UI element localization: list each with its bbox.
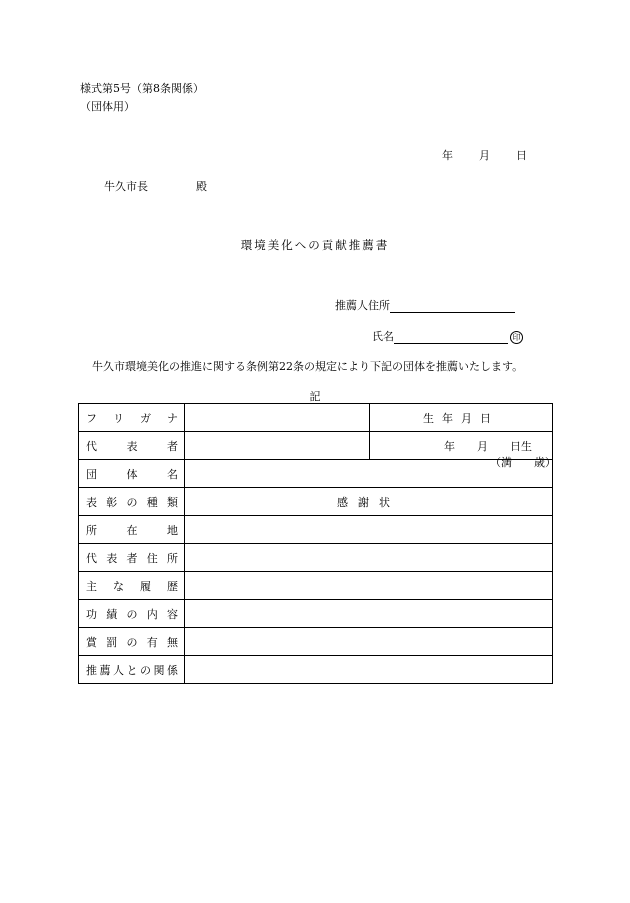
row-label-char: 主 <box>86 579 97 593</box>
row-label <box>79 656 185 684</box>
table-row <box>79 600 553 628</box>
row-label-char: 無 <box>167 635 178 649</box>
row-label-char: 者 <box>126 551 138 565</box>
recommendation-table <box>78 403 556 684</box>
birthdate-line2: （満 歳） <box>490 456 556 469</box>
furigana-label-char: リ <box>113 411 124 425</box>
row-label <box>79 516 185 544</box>
row-label <box>79 628 185 656</box>
row-label-char: 在 <box>126 523 138 537</box>
row-value[interactable] <box>185 516 553 544</box>
form-number: 様式第5号（第8条関係） <box>80 82 204 95</box>
row-label-char: の <box>126 495 138 509</box>
date-day: 日 <box>516 149 527 162</box>
row-label-char: 所 <box>167 551 178 565</box>
table-row <box>79 656 553 684</box>
row-label-char: な <box>113 579 124 593</box>
date-month: 月 <box>479 149 490 162</box>
row-label-char: 住 <box>146 551 158 565</box>
recommender-name-label: 氏名 <box>372 330 394 343</box>
row-label <box>79 572 185 600</box>
recommender-name <box>372 328 523 344</box>
row-label-char: 功 <box>86 607 97 621</box>
seal-mark: 印 <box>510 331 523 344</box>
row-label <box>79 488 185 516</box>
recommender-address-label: 推薦人住所 <box>335 299 390 312</box>
table-row <box>79 544 553 572</box>
row-label-char: 名 <box>167 467 178 481</box>
row-label <box>79 460 185 488</box>
furigana-field[interactable] <box>185 404 370 432</box>
furigana-label-char: フ <box>86 411 97 425</box>
birthdate-field[interactable] <box>370 432 556 469</box>
addressee-honorific: 殿 <box>196 180 207 193</box>
representative-label-char: 表 <box>126 439 138 453</box>
row-label-char: 表 <box>86 495 97 509</box>
row-label-char: 彰 <box>106 495 118 509</box>
furigana-label-char: ガ <box>140 411 151 425</box>
furigana-row <box>79 404 553 432</box>
row-value[interactable] <box>185 572 553 600</box>
body-text: 牛久市環境美化の推進に関する条例第22条の規定により下記の団体を推薦いたします。 <box>92 360 524 373</box>
row-label-char: 推 <box>86 663 97 677</box>
row-value[interactable] <box>185 628 553 656</box>
addressee-name: 牛久市長 <box>104 180 148 193</box>
row-label-char: 種 <box>146 495 158 509</box>
document-title: 環境美化への貢献推薦書 <box>240 238 390 252</box>
row-label-char: 有 <box>146 635 158 649</box>
recommender-name-field[interactable] <box>394 331 508 344</box>
recommender-address <box>335 297 515 313</box>
row-label-char: の <box>126 635 138 649</box>
row-label-char: 績 <box>106 607 118 621</box>
representative-row <box>79 432 553 460</box>
row-label-char: 内 <box>146 607 158 621</box>
row-value[interactable] <box>185 544 553 572</box>
row-label-char: 歴 <box>167 579 178 593</box>
row-label-char: 賞 <box>86 635 97 649</box>
row-label-char: 体 <box>126 467 138 481</box>
row-label-char: 関 <box>153 663 165 677</box>
row-label-char: 係 <box>167 663 178 677</box>
row-label-char: 所 <box>86 523 97 537</box>
row-label-char: 容 <box>167 607 178 621</box>
row-label-char: 薦 <box>99 663 111 677</box>
row-label-char: 地 <box>167 523 178 537</box>
representative-label-char: 代 <box>86 439 97 453</box>
row-label-char: 罰 <box>106 635 118 649</box>
row-label <box>79 544 185 572</box>
furigana-label <box>79 404 185 432</box>
row-value[interactable] <box>185 600 553 628</box>
row-label-char: 履 <box>140 579 151 593</box>
table-row <box>79 488 553 516</box>
row-label-char: 代 <box>86 551 97 565</box>
date-line <box>442 147 527 163</box>
date-year: 年 <box>442 149 453 162</box>
addressee <box>104 178 207 194</box>
row-label-char: と <box>126 663 138 677</box>
representative-label-char: 者 <box>167 439 178 453</box>
form-subtitle: （団体用） <box>80 100 135 113</box>
row-label <box>79 600 185 628</box>
row-label-char: 団 <box>86 467 97 481</box>
representative-field[interactable] <box>185 432 370 460</box>
table-row <box>79 628 553 656</box>
row-label-char: の <box>140 663 151 677</box>
row-label-char: 人 <box>113 663 124 677</box>
row-value[interactable]: 感謝状 <box>185 488 553 516</box>
table-row <box>79 460 553 488</box>
ki-heading: 記 <box>309 390 321 403</box>
representative-label <box>79 432 185 460</box>
table-row <box>79 572 553 600</box>
birthdate-line1: 年 月 日生 <box>444 440 532 453</box>
furigana-label-char: ナ <box>167 411 178 425</box>
recommender-address-field[interactable] <box>390 300 515 313</box>
row-label-char: 類 <box>167 495 178 509</box>
row-label-char: の <box>126 607 138 621</box>
birthdate-header: 生年月日 <box>370 404 553 432</box>
row-label-char: 表 <box>106 551 118 565</box>
table-row <box>79 516 553 544</box>
row-value[interactable] <box>185 656 553 684</box>
